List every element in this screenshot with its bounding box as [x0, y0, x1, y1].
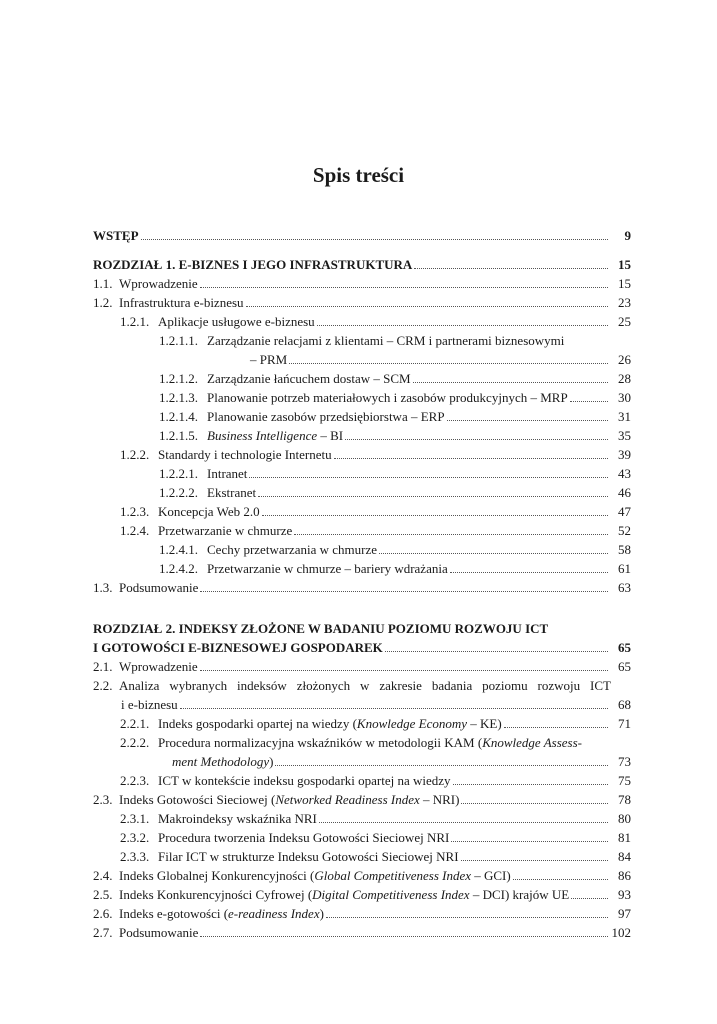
page-number: 9 [624, 228, 631, 243]
page-number: 61 [618, 561, 631, 576]
leader-dots [180, 707, 608, 709]
leader-dots [385, 650, 608, 652]
toc-chapter-1[interactable]: ROZDZIAŁ 1. E-BIZNES I JEGO INFRASTRUKTURA 15 [93, 257, 631, 272]
page-number: 75 [618, 773, 631, 788]
leader-dots [447, 419, 608, 421]
toc-entry-2-2-2[interactable]: 2.2.2. Procedura normalizacyjna wskaźników w metodologii KAM (Knowledge Assess- [120, 735, 582, 750]
page-number: 97 [618, 906, 631, 921]
toc-entry-1-2-2-1[interactable]: 1.2.2.1. Intranet 43 [159, 466, 631, 481]
toc-entry-2-2-3[interactable]: 2.2.3. ICT w kontekście indeksu gospodarki opartej na wiedzy 75 [120, 773, 631, 788]
toc-entry-1-2-1-5[interactable]: 1.2.1.5. Business Intelligence – BI 35 [159, 428, 631, 443]
page-number: 35 [618, 428, 631, 443]
leader-dots [461, 802, 608, 804]
toc-entry-1-2-1-1[interactable]: 1.2.1.1. Zarządzanie relacjami z klientami – CRM i partnerami biznesowymi [159, 333, 565, 348]
toc-chapter-2-cont[interactable]: I GOTOWOŚCI E-BIZNESOWEJ GOSPODAREK 65 [93, 640, 631, 655]
leader-dots [200, 590, 608, 592]
page-number: 46 [618, 485, 631, 500]
leader-dots [334, 457, 608, 459]
page-number: 26 [618, 352, 631, 367]
page-number: 65 [618, 640, 631, 655]
toc-entry-2-6[interactable]: 2.6. Indeks e-gotowości (e-readiness Index) 97 [93, 906, 631, 921]
toc-entry-2-4[interactable]: 2.4. Indeks Globalnej Konkurencyjności (Global Competitiveness Index – GCI) 86 [93, 868, 631, 883]
leader-dots [513, 878, 608, 880]
page-title: Spis treści [312, 163, 405, 187]
page-number: 31 [618, 409, 631, 424]
page-number: 15 [618, 257, 631, 272]
page-number: 93 [618, 887, 631, 902]
leader-dots [450, 571, 608, 573]
toc-entry-1-2-1-1-cont[interactable]: – PRM 26 [250, 352, 631, 367]
leader-dots [141, 238, 608, 240]
page-number: 28 [618, 371, 631, 386]
toc-entry-2-2-1[interactable]: 2.2.1. Indeks gospodarki opartej na wiedzy (Knowledge Economy – KE) 71 [120, 716, 631, 731]
page-number: 15 [618, 276, 631, 291]
leader-dots [294, 533, 608, 535]
toc-entry-2-2-2-cont[interactable]: ment Methodology) 73 [172, 754, 631, 769]
toc-entry-1-2-4-1[interactable]: 1.2.4.1. Cechy przetwarzania w chmurze 58 [159, 542, 631, 557]
toc-entry-2-1[interactable]: 2.1. Wprowadzenie 65 [93, 659, 631, 674]
leader-dots [345, 438, 608, 440]
toc-entry-1-3[interactable]: 1.3. Podsumowanie 63 [93, 580, 631, 595]
leader-dots [571, 897, 608, 899]
toc-entry-1-2-1-2[interactable]: 1.2.1.2. Zarządzanie łańcuchem dostaw – SCM 28 [159, 371, 631, 386]
toc-entry-2-2-cont[interactable]: i e-biznesu 68 [121, 697, 631, 712]
leader-dots [200, 669, 608, 671]
page-number: 102 [611, 925, 631, 940]
toc-entry-2-3[interactable]: 2.3. Indeks Gotowości Sieciowej (Networked Readiness Index – NRI) 78 [93, 792, 631, 807]
page-number: 65 [618, 659, 631, 674]
page-number: 47 [618, 504, 631, 519]
page-number: 52 [618, 523, 631, 538]
toc-entry-2-3-3[interactable]: 2.3.3. Filar ICT w strukturze Indeksu Gotowości Sieciowej NRI 84 [120, 849, 631, 864]
toc-entry-2-3-1[interactable]: 2.3.1. Makroindeksy wskaźnika NRI 80 [120, 811, 631, 826]
leader-dots [319, 821, 608, 823]
leader-dots [289, 362, 608, 364]
toc-entry-2-5[interactable]: 2.5. Indeks Konkurencyjności Cyfrowej (Digital Competitiveness Index – DCI) krajów UE 93 [93, 887, 631, 902]
page-number: 23 [618, 295, 631, 310]
page-number: 58 [618, 542, 631, 557]
leader-dots [504, 726, 608, 728]
leader-dots [200, 286, 608, 288]
toc-entry-wstep[interactable]: WSTĘP 9 [93, 228, 631, 243]
leader-dots [413, 381, 608, 383]
leader-dots [326, 916, 608, 918]
page-number: 68 [618, 697, 631, 712]
toc-entry-2-3-2[interactable]: 2.3.2. Procedura tworzenia Indeksu Gotowości Sieciowej NRI 81 [120, 830, 631, 845]
toc-entry-1-2-1-4[interactable]: 1.2.1.4. Planowanie zasobów przedsiębiorstwa – ERP 31 [159, 409, 631, 424]
page-number: 43 [618, 466, 631, 481]
toc-entry-1-2-4[interactable]: 1.2.4. Przetwarzanie w chmurze 52 [120, 523, 631, 538]
leader-dots [258, 495, 608, 497]
toc-entry-1-2-3[interactable]: 1.2.3. Koncepcja Web 2.0 47 [120, 504, 631, 519]
leader-dots [262, 514, 608, 516]
leader-dots [200, 935, 608, 937]
page-number: 73 [618, 754, 631, 769]
page-number: 39 [618, 447, 631, 462]
leader-dots [451, 840, 608, 842]
leader-dots [461, 859, 608, 861]
toc-entry-1-2[interactable]: 1.2. Infrastruktura e-biznesu 23 [93, 295, 631, 310]
table-of-contents [93, 226, 631, 942]
toc-entry-1-2-1-3[interactable]: 1.2.1.3. Planowanie potrzeb materiałowych i zasobów produkcyjnych – MRP 30 [159, 390, 631, 405]
leader-dots [249, 476, 608, 478]
page-number: 80 [618, 811, 631, 826]
page-number: 86 [618, 868, 631, 883]
leader-dots [453, 783, 608, 785]
page-number: 78 [618, 792, 631, 807]
leader-dots [317, 324, 608, 326]
page-number: 63 [618, 580, 631, 595]
toc-entry-1-2-2[interactable]: 1.2.2. Standardy i technologie Internetu 39 [120, 447, 631, 462]
toc-entry-1-2-2-2[interactable]: 1.2.2.2. Ekstranet 46 [159, 485, 631, 500]
leader-dots [275, 764, 608, 766]
leader-dots [414, 267, 608, 269]
leader-dots [246, 305, 608, 307]
page-number: 81 [618, 830, 631, 845]
toc-entry-1-1[interactable]: 1.1. Wprowadzenie 15 [93, 276, 631, 291]
toc-entry-2-7[interactable]: 2.7. Podsumowanie 102 [93, 925, 631, 940]
page-number: 25 [618, 314, 631, 329]
page-number: 84 [618, 849, 631, 864]
page-number: 71 [618, 716, 631, 731]
toc-entry-1-2-4-2[interactable]: 1.2.4.2. Przetwarzanie w chmurze – bariery wdrażania 61 [159, 561, 631, 576]
toc-chapter-2[interactable]: ROZDZIAŁ 2. INDEKSY ZŁOŻONE W BADANIU POZIOMU ROZWOJU ICT [93, 621, 549, 636]
toc-entry-1-2-1[interactable]: 1.2.1. Aplikacje usługowe e-biznesu 25 [120, 314, 631, 329]
page-number: 30 [618, 390, 631, 405]
leader-dots [379, 552, 608, 554]
toc-entry-2-2[interactable]: 2.2. Analiza wybranych indeksów złożonych w zakresie badania poziomu rozwoju ICT [93, 678, 611, 693]
leader-dots [570, 400, 608, 402]
